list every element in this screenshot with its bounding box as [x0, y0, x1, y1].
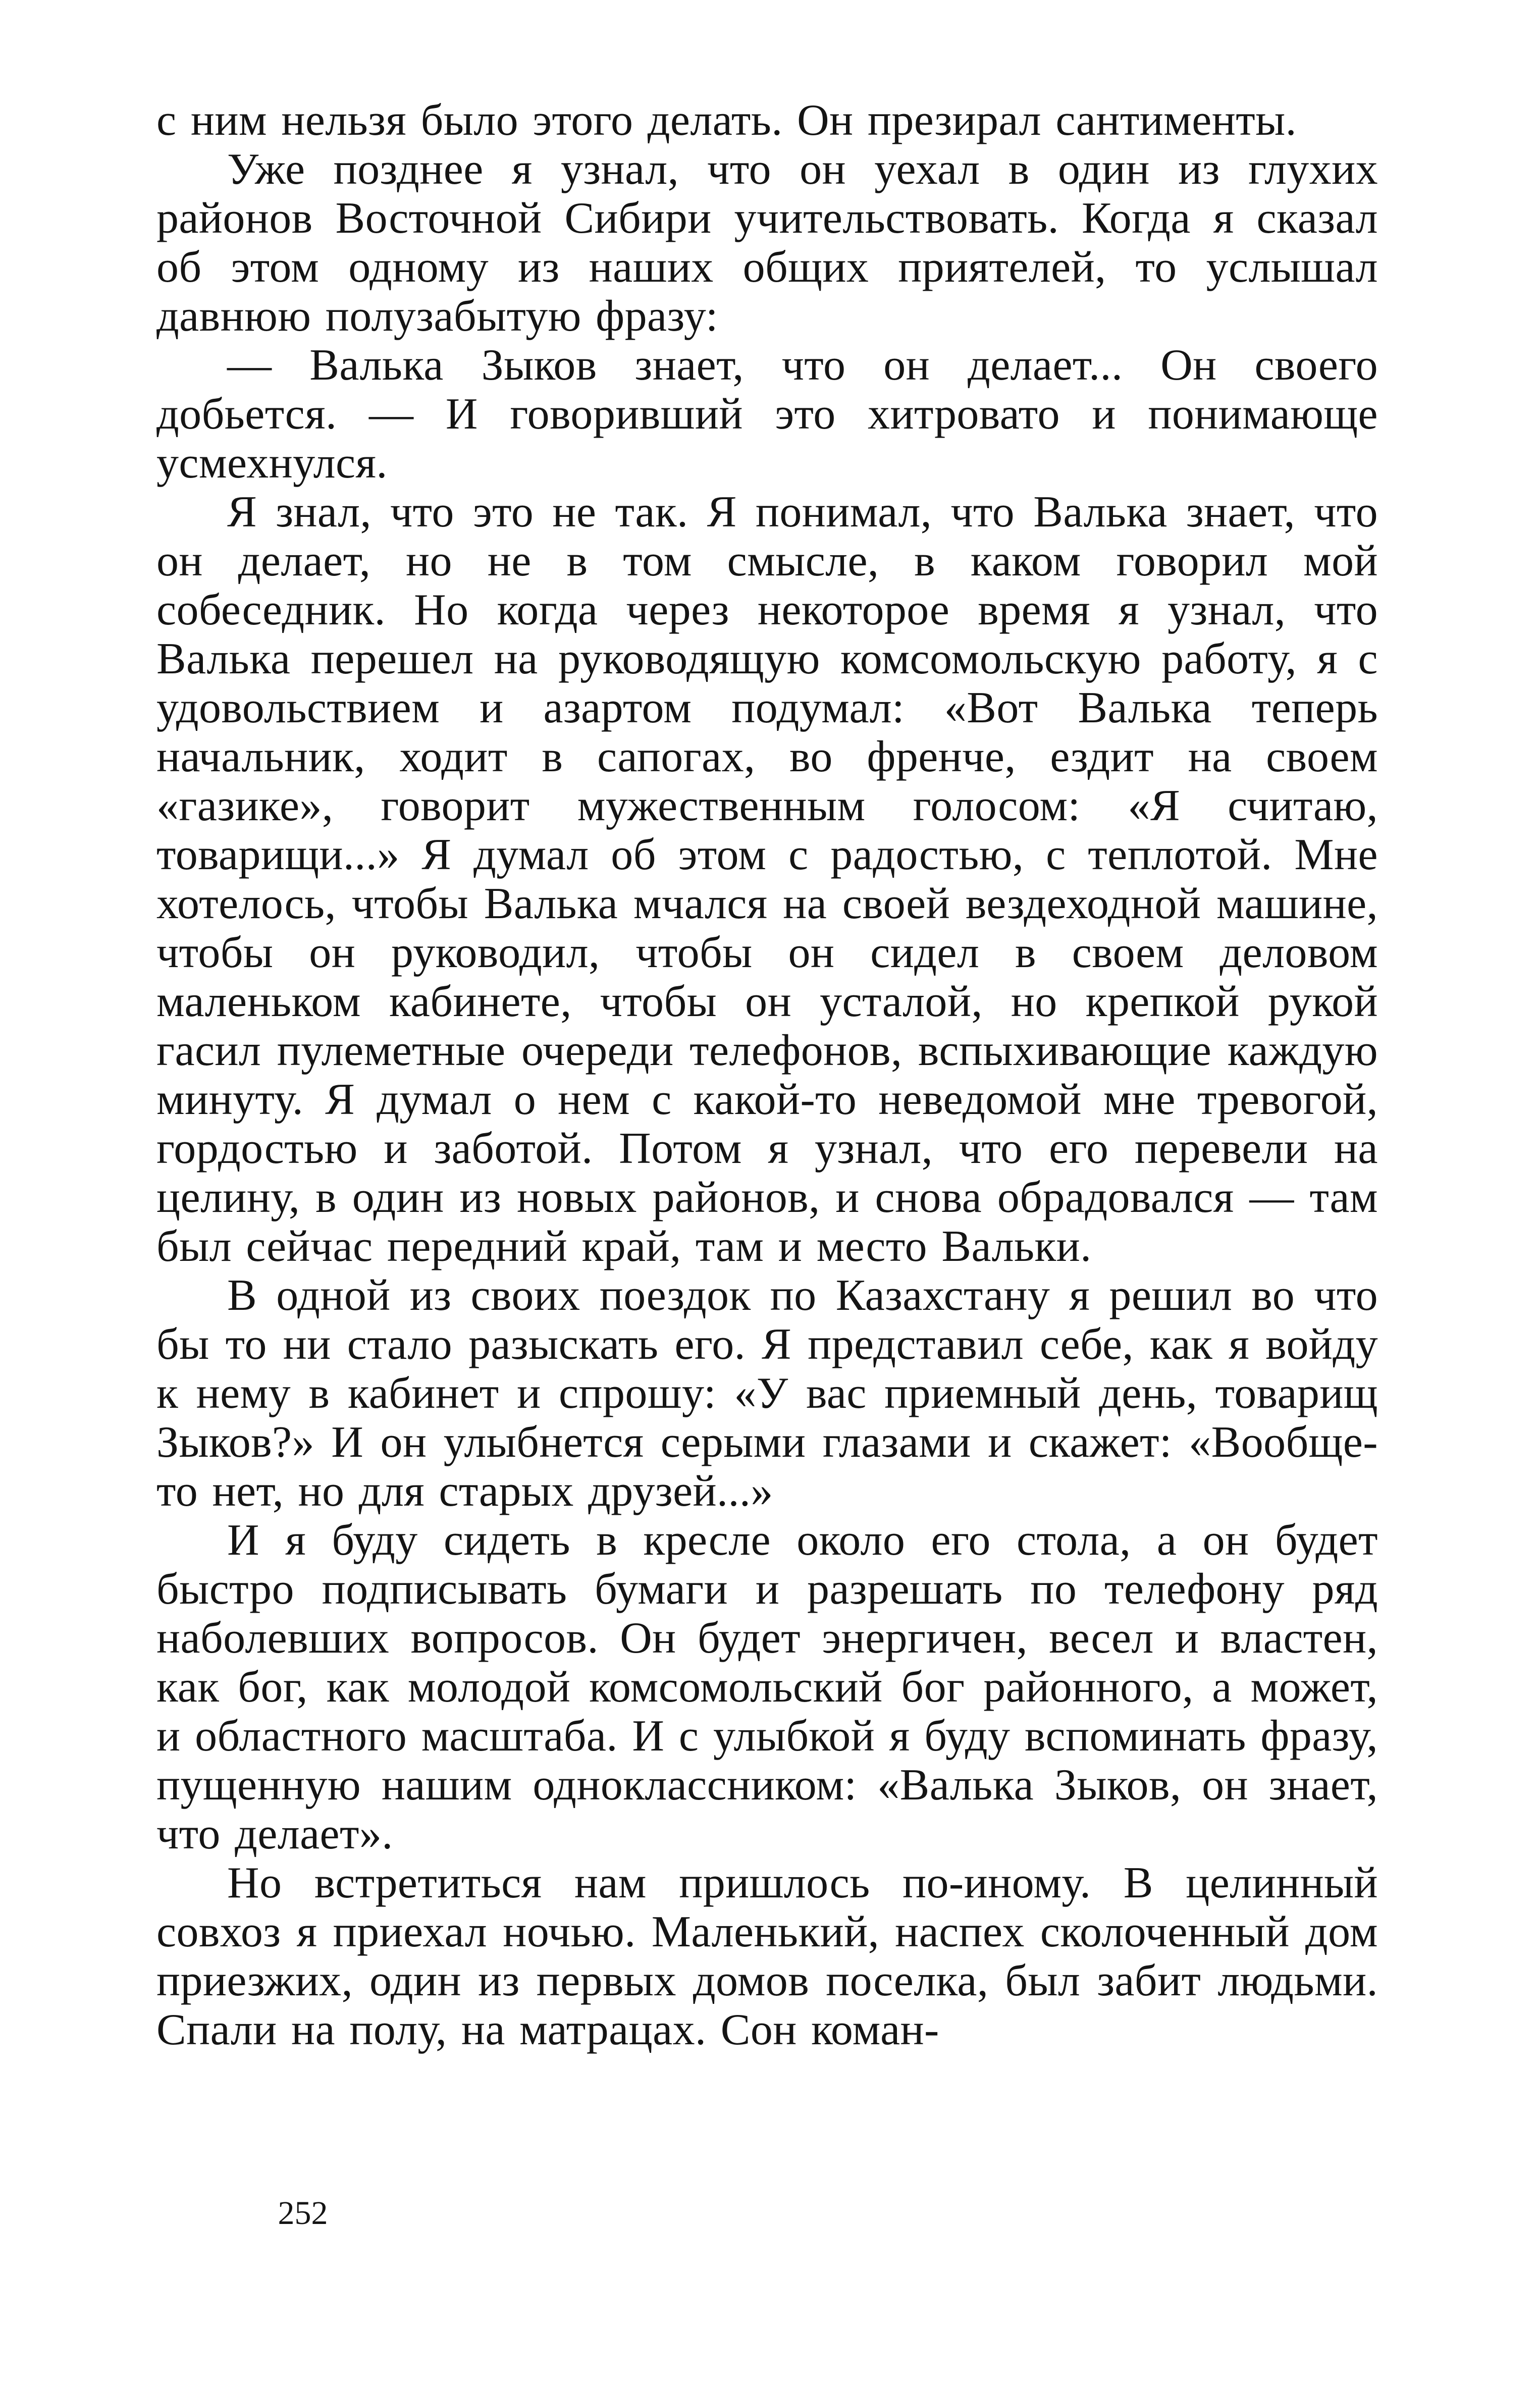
paragraph-7: Но встретиться нам пришлось по-иному. В целинный совхоз я приехал ночью. Маленький, наспех сколоченный дом приезжих, один из первых домов поселка, был забит людьми. Спали на полу, на матрацах. Сон коман-: [156, 1859, 1378, 2054]
paragraph-4: Я знал, что это не так. Я понимал, что Валька знает, что он делает, но не в том смысле, в каком говорил мой собеседник. Но когда через некоторое время я узнал, что Валька перешел на руководящую комсомольскую работу, я с удовольствием и азартом подумал: «Вот Валька теперь начальник, ходит в сапогах, во френче, ездит на своем «газике», говорит мужественным голосом: «Я считаю, товарищи...» Я думал об этом с радостью, с теплотой. Мне хотелось, чтобы Валька мчался на своей вездеходной машине, чтобы он руководил, чтобы он сидел в своем деловом маленьком кабинете, чтобы он усталой, но крепкой рукой гасил пулеметные очереди телефонов, вспыхивающие каждую минуту. Я думал о нем с какой-то неведомой мне тревогой, гордостью и заботой. Потом я узнал, что его перевели на целину, в один из новых районов, и снова обрадовался — там был сейчас передний край, там и место Вальки.: [156, 488, 1378, 1271]
body-text: [156, 96, 1378, 2054]
book-page: [156, 96, 1378, 2266]
paragraph-3: — Валька Зыков знает, что он делает... Он своего добьется. — И говоривший это хитровато и понимающе усмехнулся.: [156, 341, 1378, 488]
paragraph-2: Уже позднее я узнал, что он уехал в один из глухих районов Восточной Сибири учительствовать. Когда я сказал об этом одному из наших общих приятелей, то услышал давнюю полузабытую фразу:: [156, 145, 1378, 341]
paragraph-1: с ним нельзя было этого делать. Он презирал сантименты.: [156, 96, 1297, 145]
paragraph-5: В одной из своих поездок по Казахстану я решил во что бы то ни стало разыскать его. Я представил себе, как я войду к нему в кабинет и спрошу: «У вас приемный день, товарищ Зыков?» И он улыбнется серыми глазами и скажет: «Вообще-то нет, но для старых друзей...»: [156, 1271, 1378, 1516]
paragraph-6: И я буду сидеть в кресле около его стола, а он будет быстро подписывать бумаги и разрешать по телефону ряд наболевших вопросов. Он будет энергичен, весел и властен, как бог, как молодой комсомольский бог районного, а может, и областного масштаба. И с улыбкой я буду вспоминать фразу, пущенную нашим одноклассником: «Валька Зыков, он знает, что делает».: [156, 1516, 1378, 1859]
page-number: 252: [278, 2195, 328, 2232]
